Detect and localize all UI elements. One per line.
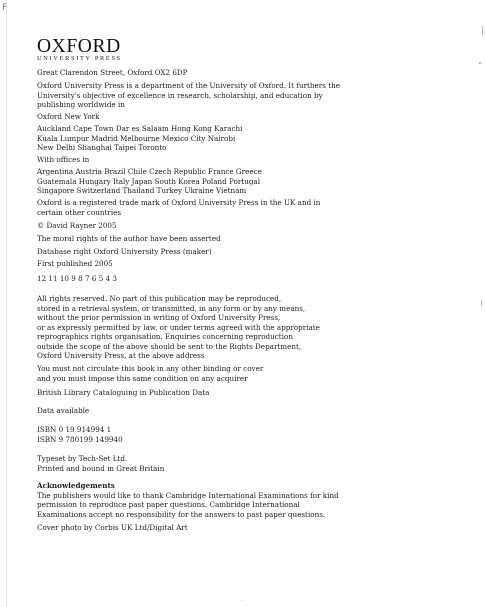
countries-list: Argentina Austria Brazil Chile Czech Republic France Greece	[37, 167, 262, 176]
circulation-text: You must not circulate this book in any other binding or cover	[37, 364, 264, 373]
corner-mark: F	[2, 3, 8, 13]
page-edge-line	[6, 0, 7, 607]
scan-speck	[482, 26, 483, 35]
countries-list: Singapore Switzerland Thailand Turkey Ukraine Vietnam	[37, 186, 247, 195]
rights-text: without the prior permission in writing of Oxford University Press,	[37, 313, 281, 322]
scan-speck	[479, 62, 481, 64]
acknowledgements-heading: Acknowledgements	[37, 481, 115, 490]
copyright-notice: © David Rayner 2005	[37, 221, 117, 230]
first-published: First published 2005	[37, 259, 113, 268]
countries-list: Guatemala Hungary Italy Japan South Korea Poland Portugal	[37, 176, 261, 186]
rights-text: All rights reserved. No part of this publication may be reproduced,	[37, 294, 282, 303]
department-text: Oxford University Press is a department of the University of Oxford. It furthers the	[37, 81, 340, 90]
acknowledgements-text: permission to reproduce past paper questions. Cambridge International	[37, 500, 300, 509]
acknowledgements-text: The publishers would like to thank Cambridge International Examinations for kind	[37, 490, 339, 500]
cities-list: Auckland Cape Town Dar es Salaam Hong Kong Karachi	[37, 124, 243, 133]
rights-text: stored in a retrieval system, or transmitted, in any form or by any means,	[37, 303, 306, 313]
publisher-address: Great Clarendon Street, Oxford OX2 6DP	[37, 68, 188, 77]
cities-list: New Delhi Shanghai Taipei Toronto	[37, 143, 167, 152]
rights-text: or as expressly permitted by law, or under terms agreed with the appropriate	[37, 322, 320, 332]
offices-heading: With offices in	[37, 155, 90, 164]
rights-text: outside the scope of the above should be sent to the Rights Department,	[37, 341, 302, 351]
scan-speck	[481, 300, 482, 306]
cip-heading: British Library Cataloguing in Publication Data	[37, 388, 210, 397]
acknowledgements-text: Examinations accept no responsibility for the answers to past paper questions.	[37, 509, 326, 519]
main-cities: Oxford New York	[37, 112, 100, 121]
print-line: 12 11 10 9 8 7 6 5 4 3	[37, 274, 118, 283]
department-text: publishing worldwide in	[37, 100, 125, 109]
circulation-text: and you must impose this same condition on any acquirer	[37, 373, 248, 383]
typeset-credit: Typeset by Tech-Set Ltd.	[37, 454, 128, 463]
department-text: University's objective of excellence in research, scholarship, and education by	[37, 90, 323, 100]
rights-text: Oxford University Press, at the above address	[37, 351, 205, 360]
printed-credit: Printed and bound in Great Britain	[37, 463, 165, 473]
page-bottom-mark: · ·	[240, 598, 246, 605]
isbn-13: ISBN 9 780199 149940	[37, 434, 123, 444]
cover-photo-credit: Cover photo by Corbis UK Ltd/Digital Art	[37, 523, 188, 532]
rights-text: reprographics rights organisation. Enquiries concerning reproduction	[37, 332, 293, 341]
trademark-text: certain other countries	[37, 207, 122, 217]
moral-rights: The moral rights of the author have been asserted	[37, 234, 221, 243]
oxford-logo-subtitle: UNIVERSITY PRESS	[37, 55, 122, 62]
oxford-logo: OXFORD	[37, 36, 121, 57]
isbn-10: ISBN 0 19 914994 1	[37, 425, 112, 434]
trademark-text: Oxford is a registered trade mark of Oxford University Press in the UK and in	[37, 198, 321, 207]
cities-list: Kuala Lumpur Madrid Melbourne Mexico City Nairobi	[37, 133, 236, 143]
data-available: Data available	[37, 406, 90, 415]
database-right: Database right Oxford University Press (maker)	[37, 247, 212, 256]
